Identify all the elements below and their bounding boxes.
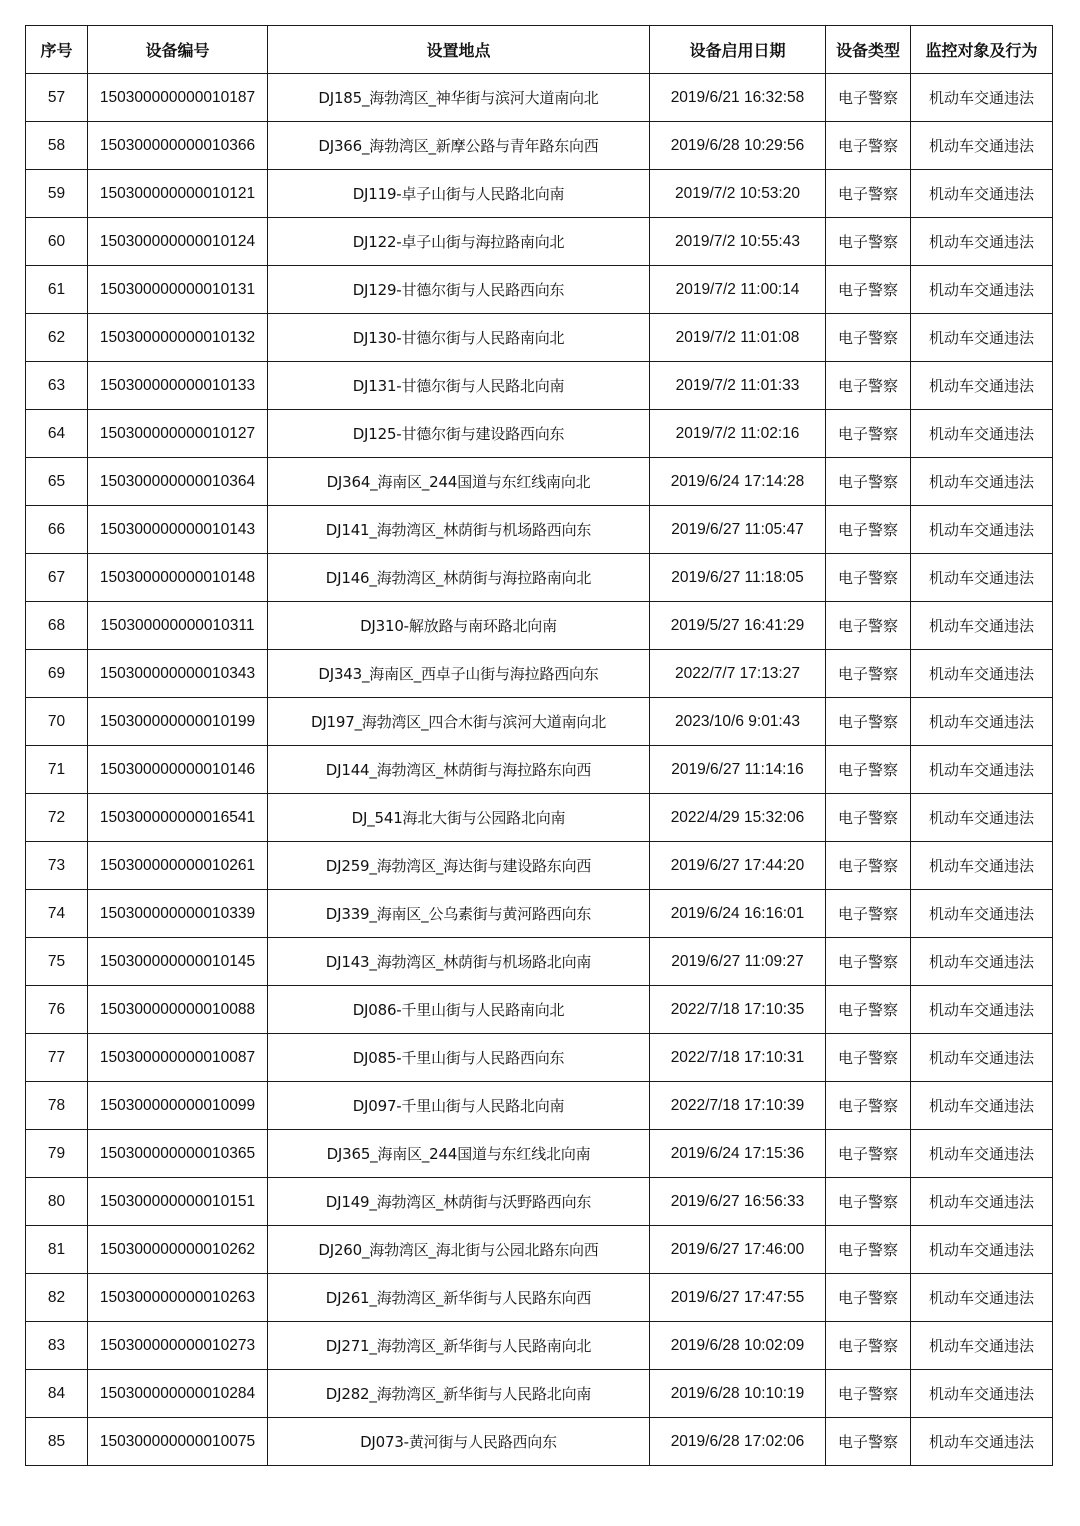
location-cell: DJ260_海勃湾区_海北街与公园北路东向西 — [268, 1226, 650, 1274]
location-cell: DJ149_海勃湾区_林荫街与沃野路西向东 — [268, 1178, 650, 1226]
serial-cell: 77 — [26, 1034, 88, 1082]
start-date-cell: 2019/6/24 16:16:01 — [650, 890, 826, 938]
serial-cell: 70 — [26, 698, 88, 746]
device-type-cell: 电子警察 — [826, 842, 911, 890]
table-row — [26, 1226, 1053, 1274]
location-cell: DJ_541海北大街与公园路北向南 — [268, 794, 650, 842]
serial-cell: 67 — [26, 554, 88, 602]
device-type-cell: 电子警察 — [826, 650, 911, 698]
monitoring-cell: 机动车交通违法 — [911, 938, 1053, 986]
monitoring-cell: 机动车交通违法 — [911, 314, 1053, 362]
table-row — [26, 1418, 1053, 1466]
table-row — [26, 746, 1053, 794]
device-type-cell: 电子警察 — [826, 1274, 911, 1322]
start-date-cell: 2022/7/18 17:10:31 — [650, 1034, 826, 1082]
location-cell: DJ097-千里山街与人民路北向南 — [268, 1082, 650, 1130]
table-row — [26, 410, 1053, 458]
location-cell: DJ185_海勃湾区_神华街与滨河大道南向北 — [268, 74, 650, 122]
serial-cell: 68 — [26, 602, 88, 650]
device-type-cell: 电子警察 — [826, 218, 911, 266]
serial-cell: 71 — [26, 746, 88, 794]
serial-cell: 64 — [26, 410, 88, 458]
location-cell: DJ119-卓子山街与人民路北向南 — [268, 170, 650, 218]
device-type-cell: 电子警察 — [826, 122, 911, 170]
device-type-cell: 电子警察 — [826, 362, 911, 410]
table-row — [26, 170, 1053, 218]
location-cell: DJ310-解放路与南环路北向南 — [268, 602, 650, 650]
serial-cell: 59 — [26, 170, 88, 218]
device-id-cell: 150300000000010143 — [88, 506, 268, 554]
serial-cell: 66 — [26, 506, 88, 554]
table-row — [26, 938, 1053, 986]
serial-cell: 62 — [26, 314, 88, 362]
table-row — [26, 74, 1053, 122]
serial-cell: 74 — [26, 890, 88, 938]
start-date-cell: 2019/7/2 10:55:43 — [650, 218, 826, 266]
monitoring-cell: 机动车交通违法 — [911, 554, 1053, 602]
location-cell: DJ129-甘德尔街与人民路西向东 — [268, 266, 650, 314]
start-date-cell: 2019/7/2 11:01:08 — [650, 314, 826, 362]
device-id-cell: 150300000000010124 — [88, 218, 268, 266]
table-row — [26, 314, 1053, 362]
monitoring-cell: 机动车交通违法 — [911, 602, 1053, 650]
device-id-cell: 150300000000010343 — [88, 650, 268, 698]
location-cell: DJ131-甘德尔街与人民路北向南 — [268, 362, 650, 410]
location-cell: DJ086-千里山街与人民路南向北 — [268, 986, 650, 1034]
start-date-cell: 2019/6/28 10:10:19 — [650, 1370, 826, 1418]
monitoring-cell: 机动车交通违法 — [911, 1034, 1053, 1082]
device-id-cell: 150300000000010262 — [88, 1226, 268, 1274]
serial-cell: 83 — [26, 1322, 88, 1370]
device-type-cell: 电子警察 — [826, 890, 911, 938]
device-type-cell: 电子警察 — [826, 170, 911, 218]
start-date-cell: 2019/6/27 16:56:33 — [650, 1178, 826, 1226]
table-row — [26, 698, 1053, 746]
start-date-cell: 2019/7/2 10:53:20 — [650, 170, 826, 218]
device-type-cell: 电子警察 — [826, 314, 911, 362]
serial-cell: 57 — [26, 74, 88, 122]
serial-cell: 84 — [26, 1370, 88, 1418]
table-row — [26, 1082, 1053, 1130]
table-row — [26, 1274, 1053, 1322]
location-cell: DJ364_海南区_244国道与东红线南向北 — [268, 458, 650, 506]
header-row — [26, 26, 1053, 74]
monitoring-cell: 机动车交通违法 — [911, 362, 1053, 410]
serial-cell: 72 — [26, 794, 88, 842]
table-body — [26, 74, 1053, 1466]
table-row — [26, 218, 1053, 266]
device-id-cell: 150300000000010075 — [88, 1418, 268, 1466]
table-row — [26, 266, 1053, 314]
start-date-cell: 2019/6/24 17:14:28 — [650, 458, 826, 506]
location-cell: DJ365_海南区_244国道与东红线北向南 — [268, 1130, 650, 1178]
monitoring-cell: 机动车交通违法 — [911, 1082, 1053, 1130]
device-id-cell: 150300000000010121 — [88, 170, 268, 218]
device-id-cell: 150300000000010311 — [88, 602, 268, 650]
device-id-cell: 150300000000010088 — [88, 986, 268, 1034]
location-cell: DJ197_海勃湾区_四合木街与滨河大道南向北 — [268, 698, 650, 746]
monitoring-cell: 机动车交通违法 — [911, 458, 1053, 506]
table-row — [26, 890, 1053, 938]
monitoring-cell: 机动车交通违法 — [911, 1226, 1053, 1274]
monitoring-cell: 机动车交通违法 — [911, 218, 1053, 266]
monitoring-cell: 机动车交通违法 — [911, 1130, 1053, 1178]
device-type-cell: 电子警察 — [826, 794, 911, 842]
device-type-cell: 电子警察 — [826, 410, 911, 458]
table-row — [26, 122, 1053, 170]
table-row — [26, 506, 1053, 554]
start-date-cell: 2022/4/29 15:32:06 — [650, 794, 826, 842]
device-type-cell: 电子警察 — [826, 554, 911, 602]
table-row — [26, 362, 1053, 410]
start-date-cell: 2019/6/24 17:15:36 — [650, 1130, 826, 1178]
device-id-cell: 150300000000010187 — [88, 74, 268, 122]
header-serial: 序号 — [26, 26, 88, 74]
serial-cell: 82 — [26, 1274, 88, 1322]
device-type-cell: 电子警察 — [826, 266, 911, 314]
device-id-cell: 150300000000010131 — [88, 266, 268, 314]
device-type-cell: 电子警察 — [826, 506, 911, 554]
serial-cell: 78 — [26, 1082, 88, 1130]
table-row — [26, 1322, 1053, 1370]
start-date-cell: 2022/7/18 17:10:39 — [650, 1082, 826, 1130]
device-id-cell: 150300000000010339 — [88, 890, 268, 938]
table-row — [26, 1130, 1053, 1178]
device-id-cell: 150300000000010148 — [88, 554, 268, 602]
device-id-cell: 150300000000010199 — [88, 698, 268, 746]
device-id-cell: 150300000000010146 — [88, 746, 268, 794]
monitoring-cell: 机动车交通违法 — [911, 410, 1053, 458]
serial-cell: 61 — [26, 266, 88, 314]
device-type-cell: 电子警察 — [826, 938, 911, 986]
device-id-cell: 150300000000010133 — [88, 362, 268, 410]
monitoring-cell: 机动车交通违法 — [911, 1274, 1053, 1322]
header-start-date: 设备启用日期 — [650, 26, 826, 74]
table-row — [26, 842, 1053, 890]
serial-cell: 63 — [26, 362, 88, 410]
table-row — [26, 1370, 1053, 1418]
monitoring-cell: 机动车交通违法 — [911, 506, 1053, 554]
device-id-cell: 150300000000010284 — [88, 1370, 268, 1418]
start-date-cell: 2019/6/27 17:44:20 — [650, 842, 826, 890]
monitoring-cell: 机动车交通违法 — [911, 122, 1053, 170]
monitoring-cell: 机动车交通违法 — [911, 650, 1053, 698]
start-date-cell: 2019/6/27 17:47:55 — [650, 1274, 826, 1322]
location-cell: DJ271_海勃湾区_新华街与人民路南向北 — [268, 1322, 650, 1370]
serial-cell: 75 — [26, 938, 88, 986]
start-date-cell: 2019/5/27 16:41:29 — [650, 602, 826, 650]
table-row — [26, 1034, 1053, 1082]
device-id-cell: 150300000000010273 — [88, 1322, 268, 1370]
device-type-cell: 电子警察 — [826, 1418, 911, 1466]
monitoring-cell: 机动车交通违法 — [911, 1418, 1053, 1466]
start-date-cell: 2019/7/2 11:02:16 — [650, 410, 826, 458]
device-type-cell: 电子警察 — [826, 746, 911, 794]
device-id-cell: 150300000000010132 — [88, 314, 268, 362]
start-date-cell: 2019/6/27 17:46:00 — [650, 1226, 826, 1274]
device-id-cell: 150300000000010151 — [88, 1178, 268, 1226]
location-cell: DJ122-卓子山街与海拉路南向北 — [268, 218, 650, 266]
device-id-cell: 150300000000010087 — [88, 1034, 268, 1082]
monitoring-cell: 机动车交通违法 — [911, 986, 1053, 1034]
serial-cell: 73 — [26, 842, 88, 890]
start-date-cell: 2019/7/2 11:01:33 — [650, 362, 826, 410]
start-date-cell: 2019/6/28 17:02:06 — [650, 1418, 826, 1466]
device-type-cell: 电子警察 — [826, 1082, 911, 1130]
monitoring-cell: 机动车交通违法 — [911, 794, 1053, 842]
serial-cell: 85 — [26, 1418, 88, 1466]
header-location: 设置地点 — [268, 26, 650, 74]
table-row — [26, 602, 1053, 650]
serial-cell: 65 — [26, 458, 88, 506]
device-type-cell: 电子警察 — [826, 1322, 911, 1370]
location-cell: DJ339_海南区_公乌素街与黄河路西向东 — [268, 890, 650, 938]
location-cell: DJ130-甘德尔街与人民路南向北 — [268, 314, 650, 362]
device-table — [25, 25, 1053, 1466]
device-type-cell: 电子警察 — [826, 1034, 911, 1082]
header-device-type: 设备类型 — [826, 26, 911, 74]
serial-cell: 58 — [26, 122, 88, 170]
device-id-cell: 150300000000010099 — [88, 1082, 268, 1130]
device-type-cell: 电子警察 — [826, 602, 911, 650]
serial-cell: 76 — [26, 986, 88, 1034]
serial-cell: 81 — [26, 1226, 88, 1274]
monitoring-cell: 机动车交通违法 — [911, 698, 1053, 746]
location-cell: DJ282_海勃湾区_新华街与人民路北向南 — [268, 1370, 650, 1418]
serial-cell: 80 — [26, 1178, 88, 1226]
start-date-cell: 2019/6/27 11:05:47 — [650, 506, 826, 554]
start-date-cell: 2019/6/28 10:02:09 — [650, 1322, 826, 1370]
device-type-cell: 电子警察 — [826, 1370, 911, 1418]
serial-cell: 69 — [26, 650, 88, 698]
monitoring-cell: 机动车交通违法 — [911, 842, 1053, 890]
location-cell: DJ141_海勃湾区_林荫街与机场路西向东 — [268, 506, 650, 554]
start-date-cell: 2022/7/7 17:13:27 — [650, 650, 826, 698]
device-type-cell: 电子警察 — [826, 986, 911, 1034]
device-id-cell: 150300000000010127 — [88, 410, 268, 458]
location-cell: DJ073-黄河街与人民路西向东 — [268, 1418, 650, 1466]
monitoring-cell: 机动车交通违法 — [911, 1322, 1053, 1370]
serial-cell: 60 — [26, 218, 88, 266]
serial-cell: 79 — [26, 1130, 88, 1178]
device-id-cell: 150300000000010261 — [88, 842, 268, 890]
start-date-cell: 2019/7/2 11:00:14 — [650, 266, 826, 314]
table-header — [26, 26, 1053, 74]
device-type-cell: 电子警察 — [826, 698, 911, 746]
location-cell: DJ366_海勃湾区_新摩公路与青年路东向西 — [268, 122, 650, 170]
start-date-cell: 2019/6/21 16:32:58 — [650, 74, 826, 122]
location-cell: DJ143_海勃湾区_林荫街与机场路北向南 — [268, 938, 650, 986]
start-date-cell: 2019/6/27 11:18:05 — [650, 554, 826, 602]
monitoring-cell: 机动车交通违法 — [911, 1370, 1053, 1418]
table-row — [26, 650, 1053, 698]
device-id-cell: 150300000000010365 — [88, 1130, 268, 1178]
monitoring-cell: 机动车交通违法 — [911, 74, 1053, 122]
location-cell: DJ259_海勃湾区_海达街与建设路东向西 — [268, 842, 650, 890]
start-date-cell: 2019/6/28 10:29:56 — [650, 122, 826, 170]
device-id-cell: 150300000000010263 — [88, 1274, 268, 1322]
start-date-cell: 2019/6/27 11:14:16 — [650, 746, 826, 794]
location-cell: DJ261_海勃湾区_新华街与人民路东向西 — [268, 1274, 650, 1322]
monitoring-cell: 机动车交通违法 — [911, 890, 1053, 938]
start-date-cell: 2023/10/6 9:01:43 — [650, 698, 826, 746]
device-id-cell: 150300000000010364 — [88, 458, 268, 506]
device-type-cell: 电子警察 — [826, 458, 911, 506]
location-cell: DJ343_海南区_西卓子山街与海拉路西向东 — [268, 650, 650, 698]
location-cell: DJ125-甘德尔街与建设路西向东 — [268, 410, 650, 458]
device-type-cell: 电子警察 — [826, 1178, 911, 1226]
table-row — [26, 554, 1053, 602]
start-date-cell: 2019/6/27 11:09:27 — [650, 938, 826, 986]
monitoring-cell: 机动车交通违法 — [911, 746, 1053, 794]
location-cell: DJ144_海勃湾区_林荫街与海拉路东向西 — [268, 746, 650, 794]
monitoring-cell: 机动车交通违法 — [911, 266, 1053, 314]
monitoring-cell: 机动车交通违法 — [911, 1178, 1053, 1226]
device-id-cell: 150300000000010366 — [88, 122, 268, 170]
location-cell: DJ085-千里山街与人民路西向东 — [268, 1034, 650, 1082]
table-row — [26, 1178, 1053, 1226]
header-monitoring: 监控对象及行为 — [911, 26, 1053, 74]
start-date-cell: 2022/7/18 17:10:35 — [650, 986, 826, 1034]
table-row — [26, 986, 1053, 1034]
location-cell: DJ146_海勃湾区_林荫街与海拉路南向北 — [268, 554, 650, 602]
table-row — [26, 794, 1053, 842]
device-type-cell: 电子警察 — [826, 1130, 911, 1178]
device-type-cell: 电子警察 — [826, 74, 911, 122]
device-type-cell: 电子警察 — [826, 1226, 911, 1274]
header-device-id: 设备编号 — [88, 26, 268, 74]
table-row — [26, 458, 1053, 506]
device-id-cell: 150300000000016541 — [88, 794, 268, 842]
device-id-cell: 150300000000010145 — [88, 938, 268, 986]
monitoring-cell: 机动车交通违法 — [911, 170, 1053, 218]
